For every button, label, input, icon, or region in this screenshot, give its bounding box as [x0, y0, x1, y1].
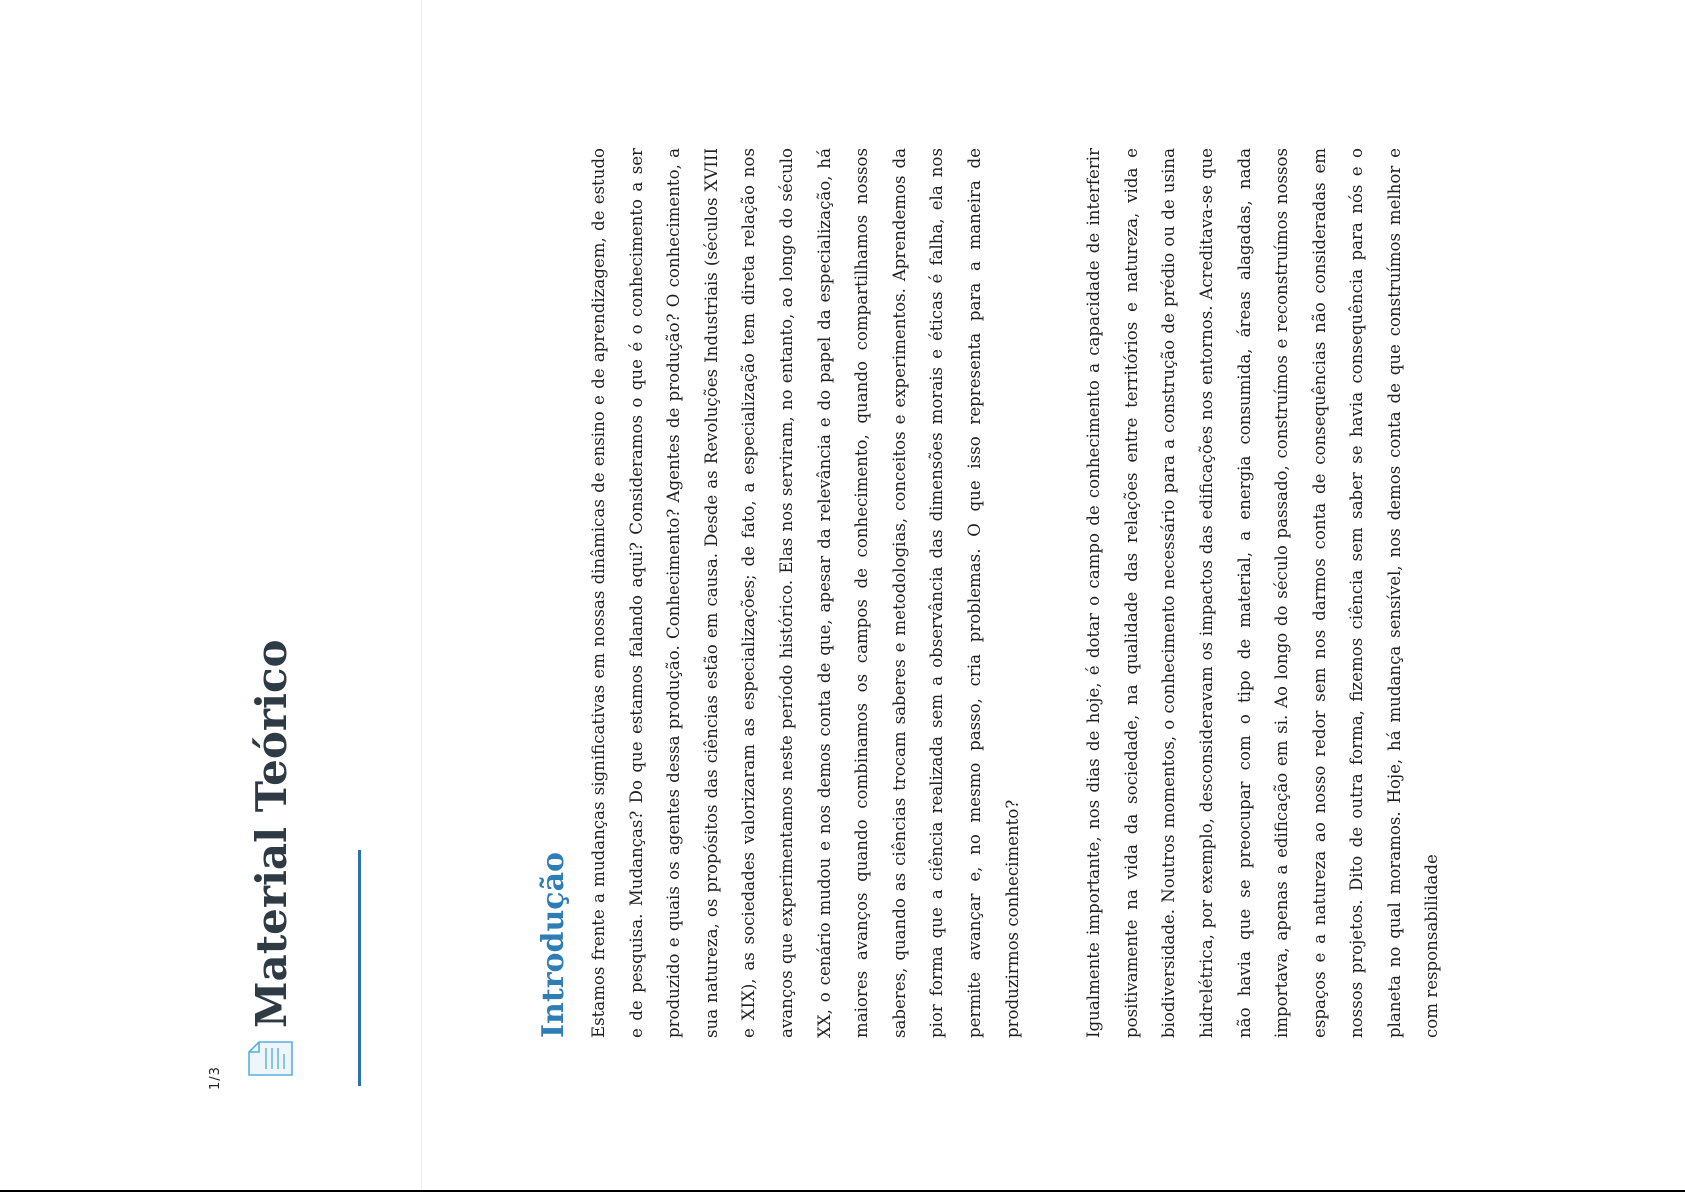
- title-underline: [358, 850, 361, 1086]
- document-icon: [248, 1040, 294, 1078]
- paragraph: Igualmente importante, nos dias de hoje, é dotar o campo de conhecimento a capacidade de interferir positivamente na vida da sociedade, na qualidade das relações entre territórios e natureza, vida e biodiversidade. Noutros momentos, o conhecimento necessário para a construção de prédio ou de usina hidrelétrica, por exemplo, desconsideravam os impactos das edificações nos entornos. Acreditava-se que não havia que se preocupar com o tipo de material, a energia consumida, áreas alagadas, nada importava, apenas a edificação em si. Ao longo do século passado, construímos e reconstruímos nossos espaços e a natureza ao nosso redor sem nos darmos conta de consequências não consideradas em nossos projetos. Dito de outra forma, fizemos ciência sem saber se havia consequência para nós e o planeta no qual moramos. Hoje, há mudança sensível, nos demos conta de que construímos melhor e com responsabilidade: [1084, 148, 1442, 1038]
- page-content: [534, 148, 1451, 1038]
- section-heading: Introdução: [536, 851, 571, 1038]
- paragraph: Estamos frente a mudanças significativas em nossas dinâmicas de ensino e de aprendizagem, de estudo e de pesquisa. Mudanças? Do que estamos falando aqui? Consideramos o que é o conhecimento a ser produzido e quais os agentes dessa produção. Conhecimento? Agentes de produção? O conhecimento, a sua natureza, os propósitos das ciências estão em causa. Desde as Revoluções Industriais (séculos XVIII e XIX), as sociedades valorizaram as especializações; de fato, a especialização tem direta relação nos avanços que experimentamos neste período histórico. Elas nos serviram, no entanto, ao longo do século XX, o cenário mudou e nos demos conta de que, apesar da relevância e do papel da especialização, há maiores avanços quando combinamos os campos de conhecimento, quando compartilhamos nossos saberes, quando as ciências trocam saberes e metodologias, conceitos e experimentos. Aprendemos da pior forma que a ciência realizada sem a observância das dimensões morais e éticas é falha, ela nos permite avançar e, no mesmo passo, cria problemas. O que isso representa para a maneira de produzirmos conhecimento?: [589, 148, 1022, 1038]
- page-number: 1/3: [208, 1066, 223, 1090]
- page-title: Material Teórico: [247, 639, 296, 1028]
